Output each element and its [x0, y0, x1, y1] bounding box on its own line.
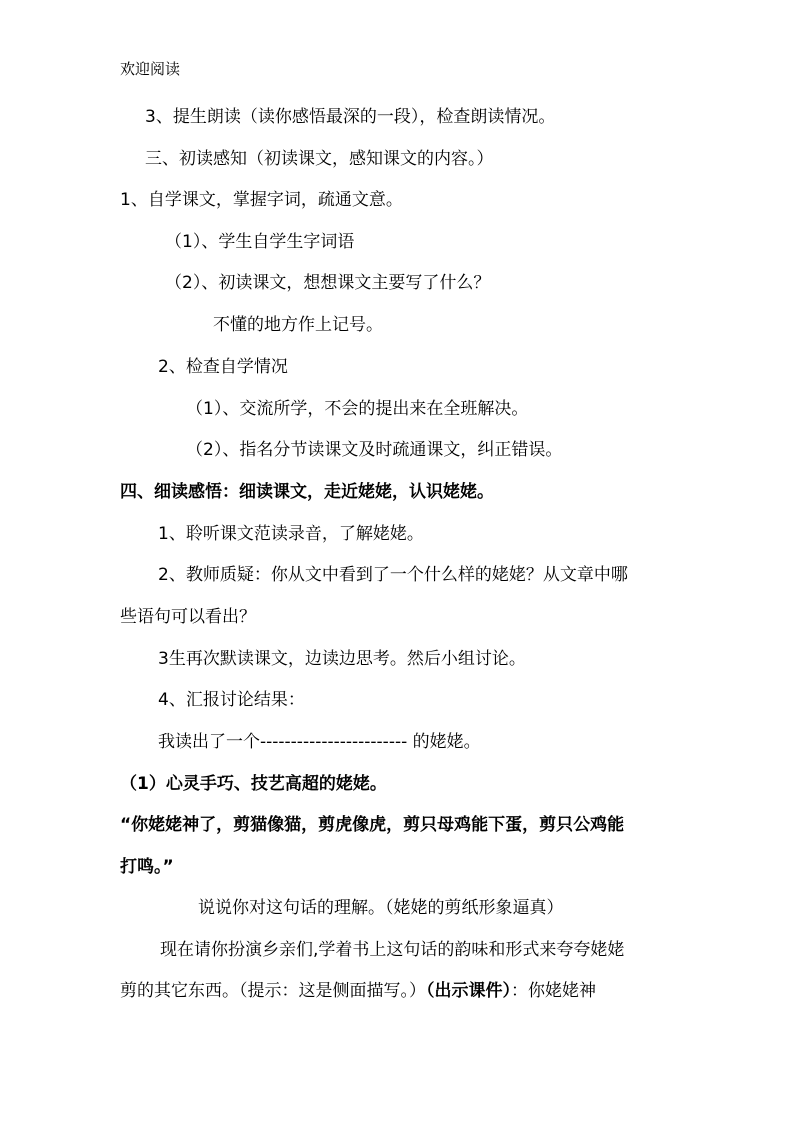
paragraph-line: 2、教师质疑：你从文中看到了一个什么样的姥姥？从文章中哪	[158, 565, 628, 585]
paragraph-line: 4、汇报讨论结果：	[158, 690, 305, 710]
paragraph-line	[120, 980, 596, 1002]
paragraph-line: 3生再次默读课文，边读边思考。然后小组讨论。	[158, 649, 526, 669]
page-header: 欢迎阅读	[120, 60, 181, 78]
subheading-bold: （1）心灵手巧、技艺高超的姥姥。	[120, 774, 387, 794]
paragraph-line: 说说你对这句话的理解。（姥姥的剪纸形象逼真）	[198, 898, 564, 918]
paragraph-line: （2）、初读课文，想想课文主要写了什么？	[165, 273, 491, 293]
section-heading-bold: 四、细读感悟：细读课文，走近姥姥，认识姥姥。	[120, 482, 494, 502]
paragraph-line: 1、聆听课文范读录音，了解姥姥。	[158, 524, 424, 544]
paragraph-line: 些语句可以看出？	[120, 607, 256, 627]
paragraph-text: 剪的其它东西。（提示：这是侧面描写。）	[120, 981, 426, 1001]
paragraph-line: 2、检查自学情况	[158, 357, 288, 377]
paragraph-line: 现在请你扮演乡亲们,学着书上这句话的韵味和形式来夸夸姥姥	[160, 940, 625, 960]
paragraph-line: 3、提生朗读（读你感悟最深的一段），检查朗读情况。	[145, 107, 556, 127]
bold-inline-text: （出示课件）	[426, 981, 511, 1001]
paragraph-line: （1）、学生自学生字词语	[165, 232, 355, 252]
quote-line-bold: “你姥姥神了，剪猫像猫，剪虎像虎，剪只母鸡能下蛋，剪只公鸡能	[120, 815, 625, 835]
paragraph-line: （2）、指名分节读课文及时疏通课文，纠正错误。	[186, 440, 563, 460]
paragraph-text: ：你姥姥神	[511, 981, 596, 1001]
paragraph-line: 不懂的地方作上记号。	[213, 315, 383, 335]
quote-line-bold: 打鸣。”	[120, 857, 174, 877]
section-heading: 三、初读感知（初读课文，感知课文的内容。）	[145, 149, 494, 169]
paragraph-line: 我读出了一个------------------------ 的姥姥。	[158, 732, 481, 752]
paragraph-line: 1、自学课文，掌握字词，疏通文意。	[120, 190, 403, 210]
paragraph-line: （1）、交流所学，不会的提出来在全班解决。	[186, 399, 529, 419]
